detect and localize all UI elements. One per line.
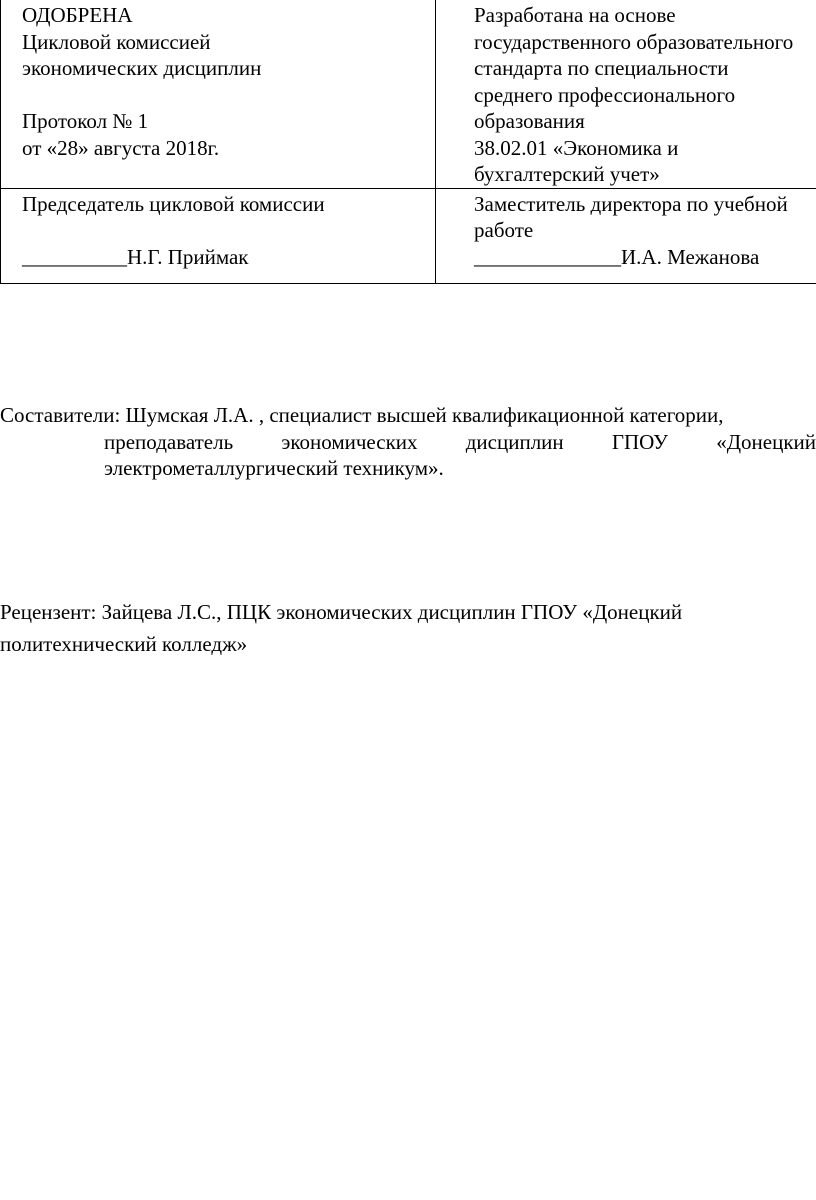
standard-cell (436, 0, 816, 188)
approval-row-top (1, 0, 816, 188)
standard-line-2: государственного образовательного (474, 29, 794, 54)
authors-line-1: Составители: Шумская Л.А. , специалист высшей квалификационной категории, (0, 403, 724, 427)
reviewer-line-1: Рецензент: Зайцева Л.С., ПЦК экономических дисциплин ГПОУ «Донецкий (0, 600, 683, 624)
specialty-code: 38.02.01 «Экономика и (474, 135, 679, 160)
authors-continuation (104, 429, 816, 482)
deputy-title-1: Заместитель директора по учебной (474, 191, 788, 216)
deputy-title-2: работе (474, 218, 534, 242)
reviewer-line-2: политехнический колледж» (0, 632, 248, 656)
standard-line-3: стандарта по специальности (474, 56, 729, 80)
protocol-date: от «28» августа 2018г. (22, 135, 220, 160)
authors-line-2: преподаватель экономических дисциплин ГПОУ «Донецкий (104, 429, 816, 454)
approval-table (0, 0, 816, 284)
standard-line-5: образования (474, 109, 585, 133)
deputy-cell (436, 188, 816, 283)
chairman-signature (22, 244, 431, 271)
standard-line-4: среднего профессионального (474, 82, 736, 107)
approved-heading: ОДОБРЕНА (22, 3, 133, 27)
standard-line-1: Разработана на основе (474, 3, 676, 27)
approved-cell (1, 0, 436, 188)
discipline-line: экономических дисциплин (22, 56, 262, 80)
spacer (22, 82, 431, 109)
approval-row-bottom (1, 188, 816, 283)
signature-blank: __________ (22, 244, 127, 269)
commission-line: Цикловой комиссией (22, 29, 211, 54)
spacer (22, 217, 431, 244)
chairman-cell (1, 188, 436, 283)
signature-blank: ______________ (474, 244, 621, 269)
authors-block (0, 402, 816, 482)
deputy-signature (474, 244, 816, 271)
reviewer-block (0, 596, 816, 660)
protocol-number: Протокол № 1 (22, 109, 149, 133)
deputy-name: И.А. Межанова (621, 244, 760, 269)
specialty-name: бухгалтерский учет» (474, 162, 660, 186)
chairman-name: Н.Г. Приймак (127, 244, 249, 269)
authors-line-3: электрометаллургический техникум». (104, 456, 444, 480)
chairman-title: Председатель цикловой комиссии (22, 191, 325, 216)
